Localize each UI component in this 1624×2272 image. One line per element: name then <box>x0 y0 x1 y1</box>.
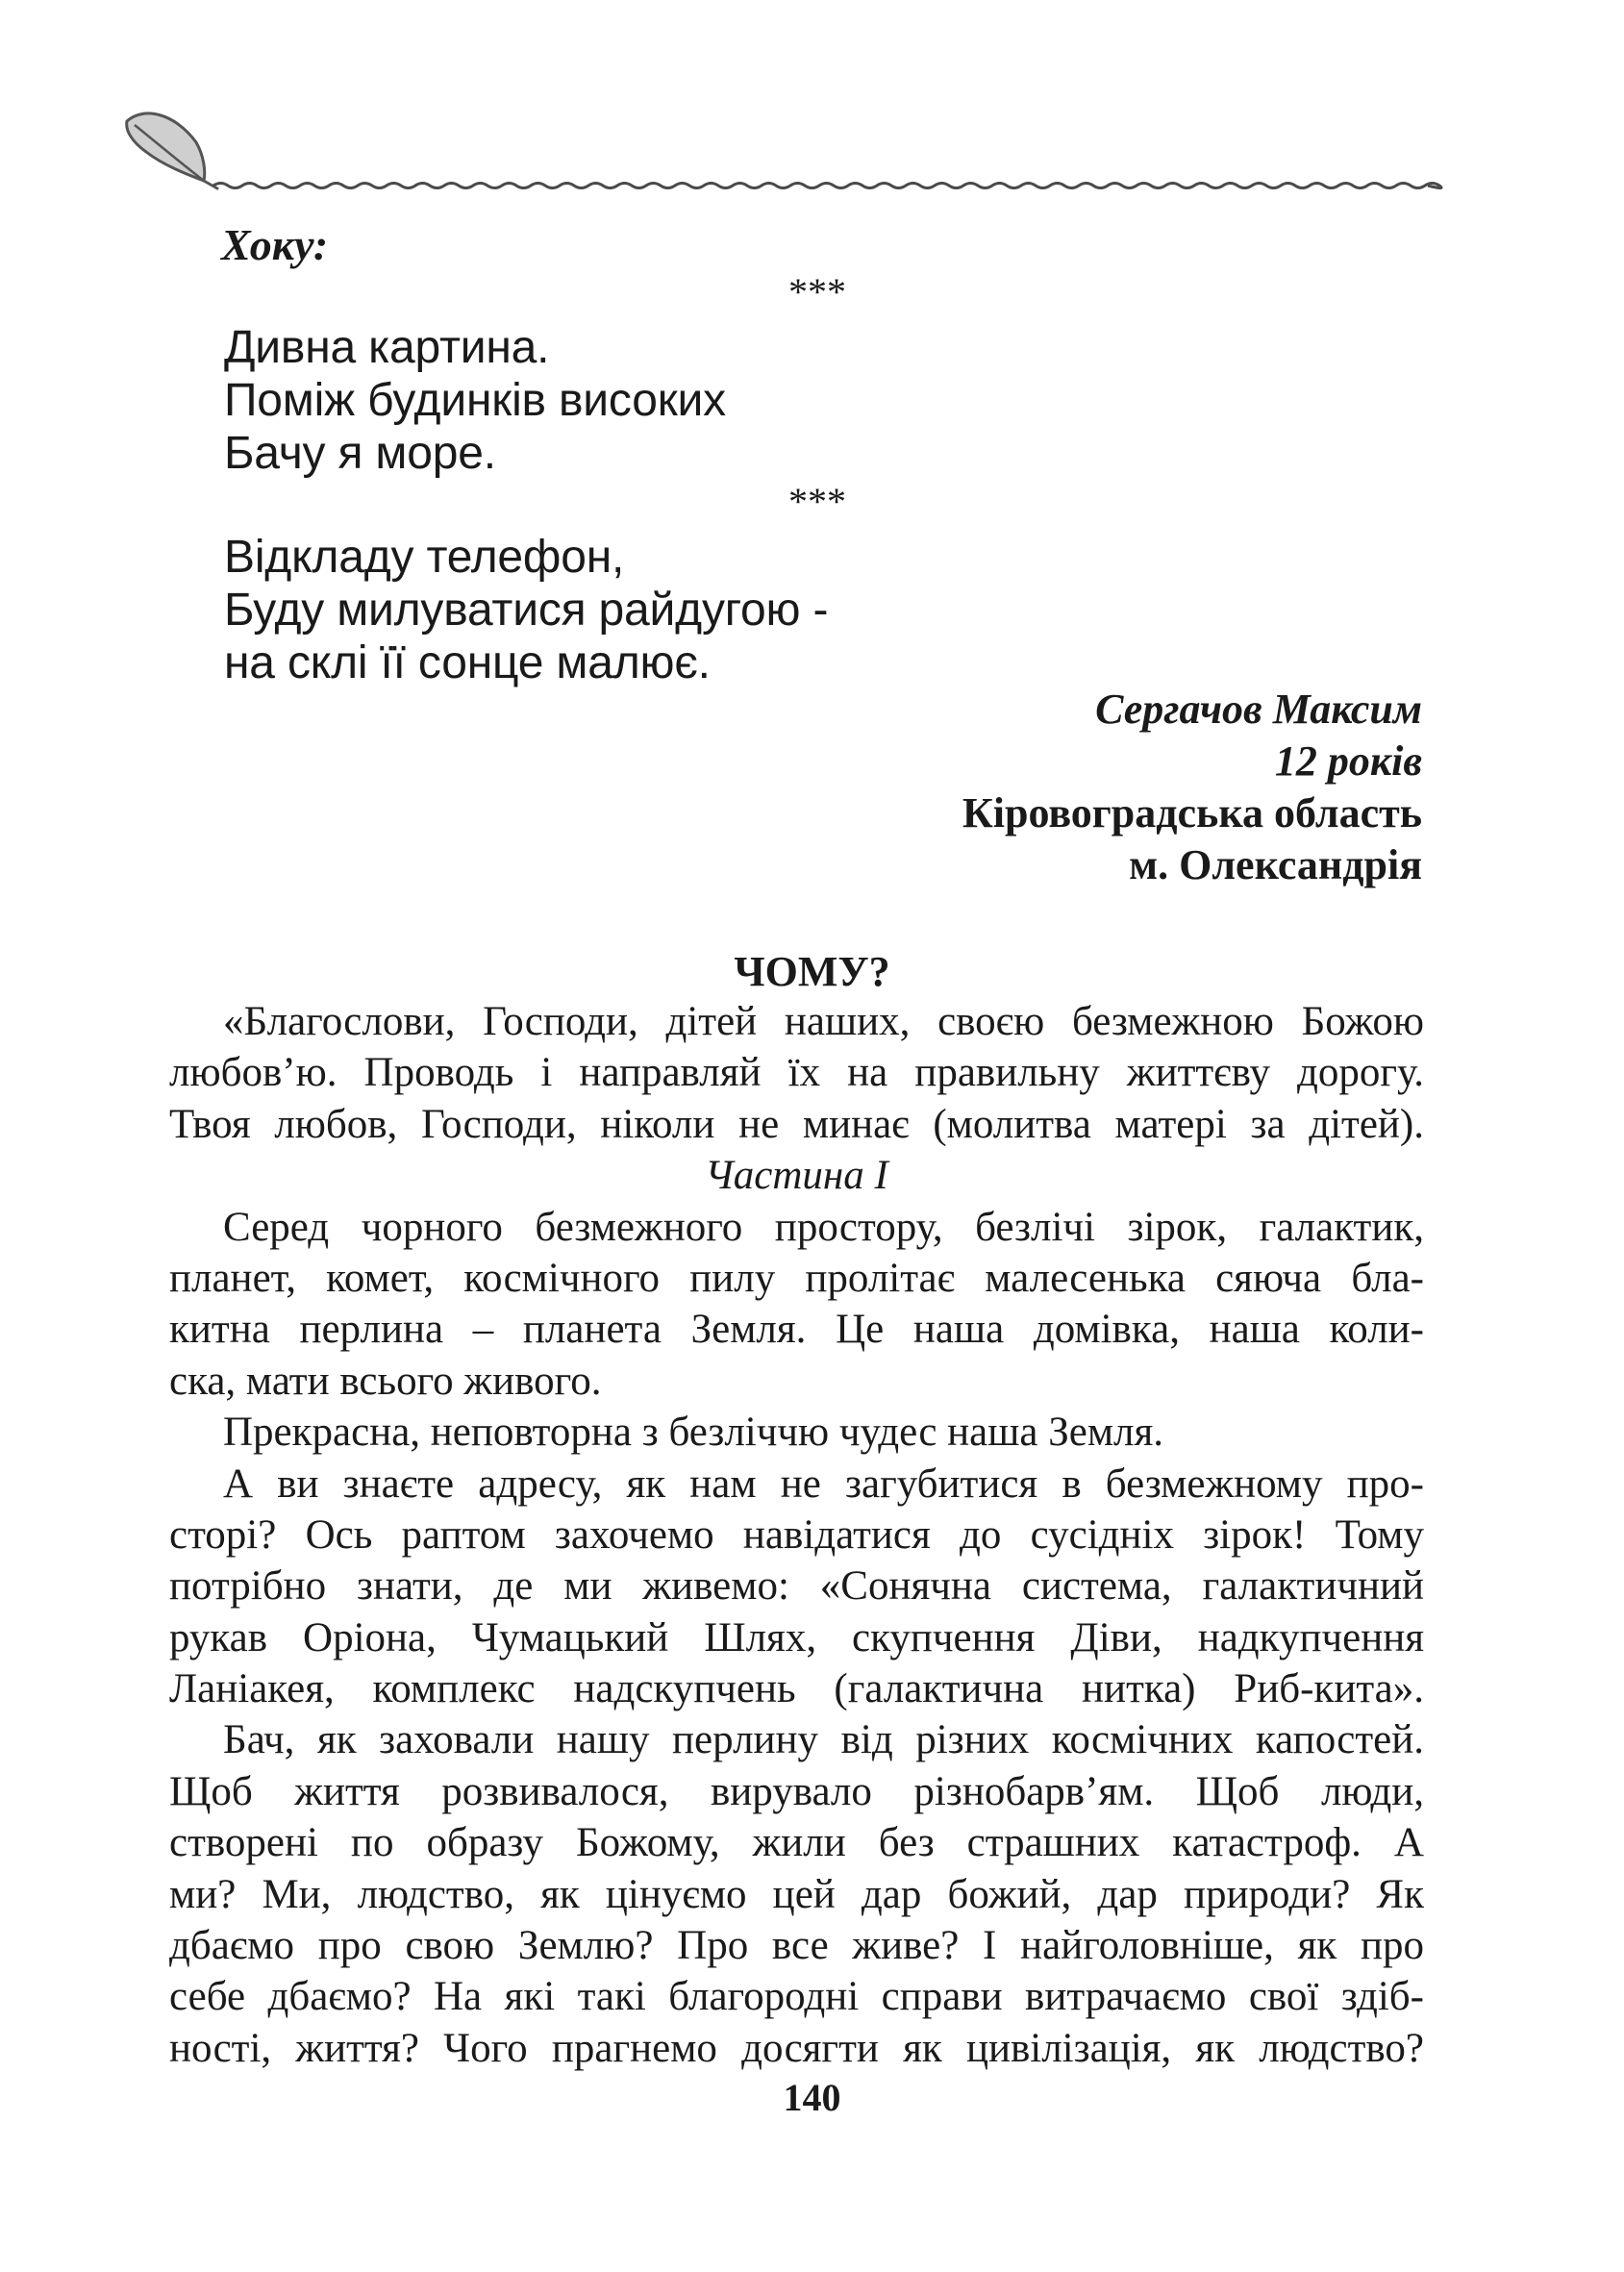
story-line: Твоя любов, Господи, ніколи не минає (молитва матері за дітей). <box>169 1101 1424 1147</box>
poem1-line-1: Дивна картина. <box>224 322 550 373</box>
page-number: 140 <box>783 2076 841 2119</box>
story-line: потрібно знати, де ми живемо: «Сонячна система, галактичний <box>169 1563 1424 1610</box>
story-line: Серед чорного безмежного простору, безлічі зірок, галактик, <box>223 1204 1424 1250</box>
story-line: Бач, як заховали нашу перлину від різних космічних капостей. <box>223 1717 1424 1763</box>
author-name: Сергачов Максим <box>1095 686 1422 733</box>
story-line: сторі? Ось раптом захочемо навідатися до сусідніх зірок! Тому <box>169 1511 1424 1558</box>
story-line: створені по образу Божому, жили без страшних катастроф. А <box>169 1820 1424 1866</box>
stars-separator-2: *** <box>788 480 846 523</box>
header-ornament <box>0 0 1624 212</box>
story-line: планет, комет, космічного пилу пролітає малесенька сяюча бла- <box>169 1255 1424 1301</box>
author-region: Кіровоградська область <box>962 789 1422 836</box>
poem2-line-2: Буду милуватися райдугою - <box>224 585 829 636</box>
story-line: ності, життя? Чого прагнемо досягти як цивілізація, як людство? <box>169 2025 1424 2071</box>
wavy-divider <box>213 184 1441 188</box>
poem2-line-1: Відкладу телефон, <box>224 532 625 583</box>
story-line: дбаємо про свою Землю? Про все живе? І найголовніше, як про <box>169 1923 1424 1969</box>
story-line: себе дбаємо? На які такі благородні справи витрачаємо свої здіб- <box>169 1974 1424 2020</box>
story-line: любов’ю. Проводь і направляй їх на правильну життєву дорогу. <box>169 1050 1424 1096</box>
story-line: Щоб життя розвивалося, вирувало різнобарв’ям. Щоб люди, <box>169 1768 1424 1814</box>
poem1-line-3: Бачу я море. <box>224 428 496 479</box>
story-line: китна перлина – планета Земля. Це наша домівка, наша коли- <box>169 1307 1424 1353</box>
story-line: ми? Ми, людство, як цінуємо цей дар божий, дар природи? Як <box>169 1871 1424 1917</box>
poem1-line-2: Поміж будинків високих <box>224 375 726 426</box>
story-line: А ви знаєте адресу, як нам не загубитися в безмежному про- <box>223 1461 1424 1507</box>
stars-separator-1: *** <box>788 270 846 313</box>
section-heading: Частина І <box>705 1153 888 1199</box>
story-text <box>169 996 1424 2074</box>
story-line: Ланіакея, комплекс надскупчень (галактична нитка) Риб-кита». <box>169 1666 1424 1712</box>
story-line: «Благослови, Господи, дітей наших, своєю безмежною Божою <box>223 999 1424 1044</box>
feather-quill-icon <box>127 113 217 188</box>
hoku-heading: Хоку: <box>221 220 329 269</box>
story-line: рукав Оріона, Чумацький Шлях, скупчення Діви, надкупчення <box>169 1614 1424 1660</box>
author-city: м. Олександрія <box>1129 841 1422 888</box>
story-line: Прекрасна, неповторна з безліччю чудес наша Земля. <box>223 1410 1164 1456</box>
story-title: ЧОМУ? <box>734 948 890 995</box>
author-signature <box>962 685 1422 892</box>
story-line: ска, мати всього живого. <box>169 1358 602 1404</box>
poem2-line-3: на склі її сонце малює. <box>224 637 711 688</box>
author-age: 12 років <box>1274 737 1422 785</box>
